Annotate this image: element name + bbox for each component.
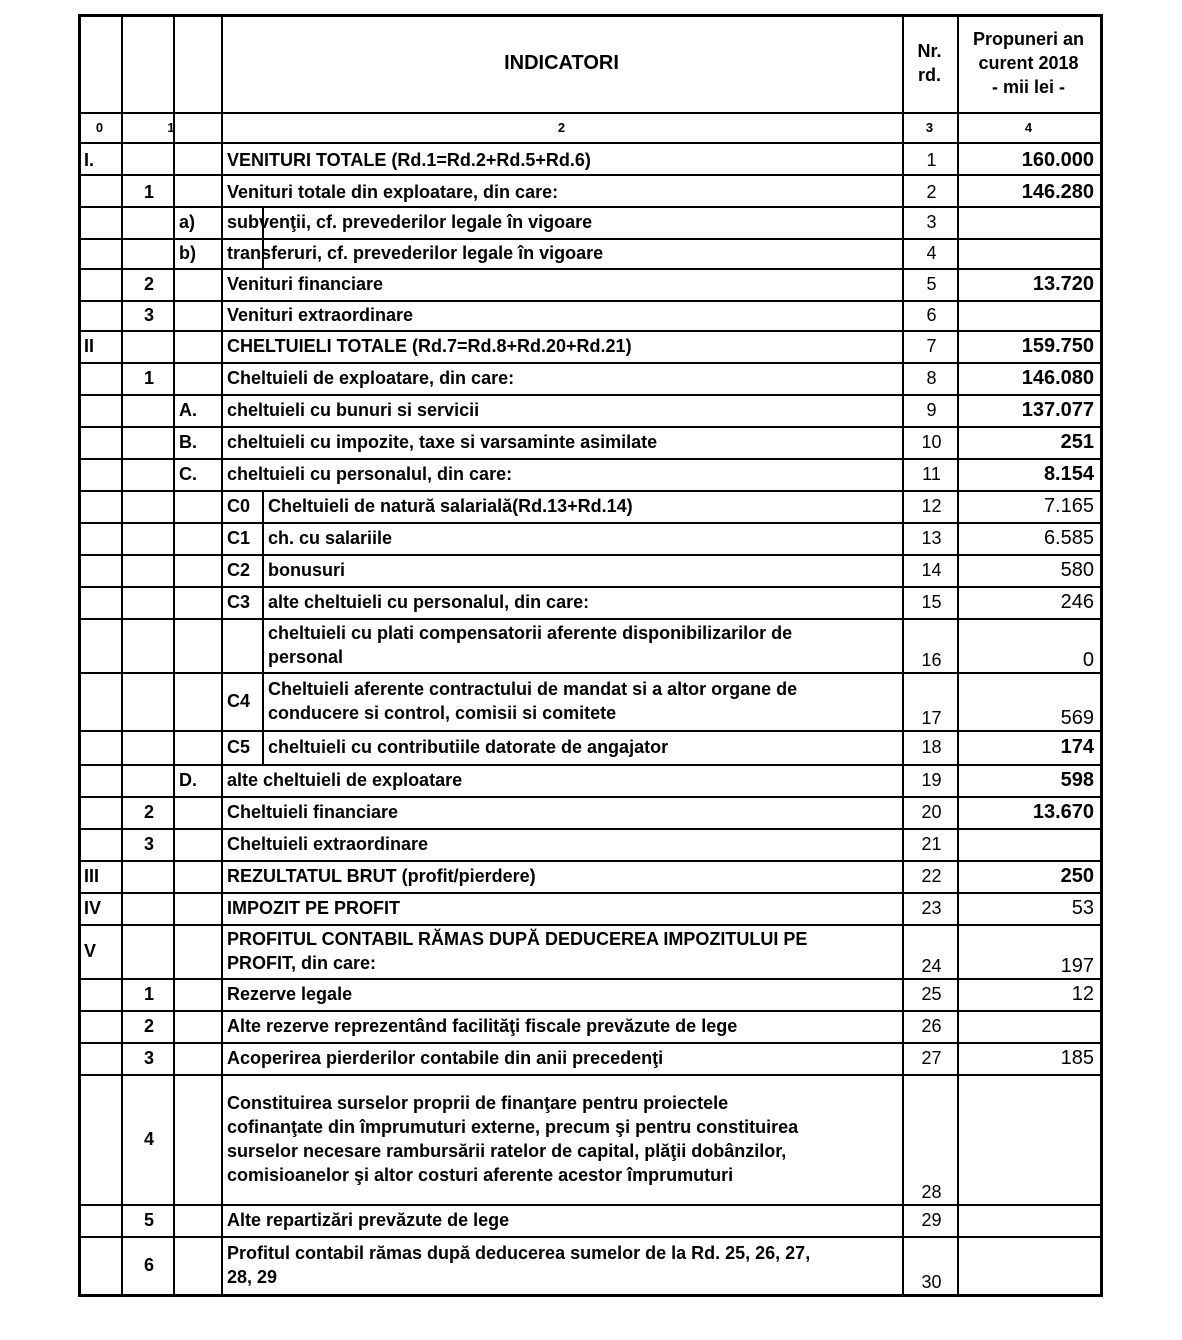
row-nr: 18 [921, 737, 942, 757]
row-letter: D. [179, 770, 197, 790]
row-indicator-text: Cheltuieli extraordinare [227, 834, 429, 854]
row-nr: 20 [921, 802, 942, 822]
row-nr: 4 [926, 243, 937, 263]
row-nr: 2 [926, 182, 937, 202]
roman-numeral: IV [84, 898, 102, 918]
row-nr: 23 [921, 898, 942, 918]
row-indicator-text: ch. cu salariile [268, 528, 393, 548]
row-indicator-text: transferuri, cf. prevederilor legale în vigoare [227, 243, 604, 263]
row-number: 3 [143, 834, 154, 854]
row-nr: 30 [921, 1272, 942, 1292]
row-number: 3 [143, 305, 154, 325]
row-nr: 1 [926, 150, 937, 170]
row-sub-code: C1 [227, 528, 251, 548]
row-indicator-text: bonusuri [268, 560, 345, 580]
row-value: 197 [1060, 955, 1094, 977]
row-sub-code: C4 [227, 691, 251, 711]
row-number: 1 [143, 984, 154, 1004]
row-nr: 6 [926, 305, 937, 325]
row-value: 251 [1060, 431, 1094, 453]
header-propuneri: Propuneri an curent 2018 - mii lei - [972, 29, 1084, 97]
row-number: 5 [143, 1210, 154, 1230]
row-letter: b) [179, 243, 196, 263]
row-indicator-text: Rezerve legale [227, 984, 353, 1004]
row-number: 2 [143, 802, 154, 822]
row-indicator-text: Venituri extraordinare [227, 305, 414, 325]
row-nr: 22 [921, 866, 942, 886]
row-nr: 21 [921, 834, 942, 854]
row-number: 6 [143, 1255, 154, 1275]
row-indicator-text: Cheltuieli aferente contractului de mandat si a altor organe de conducere si control, comisii si comitete [268, 679, 798, 723]
row-number: 1 [143, 368, 154, 388]
row-letter: B. [179, 432, 197, 452]
row-indicator-text: Venituri totale din exploatare, din care: [227, 182, 559, 202]
roman-numeral: III [84, 866, 100, 886]
row-value: 174 [1060, 736, 1094, 758]
row-value: 598 [1060, 769, 1094, 791]
column-index-4: 4 [1024, 120, 1033, 135]
row-rule [78, 174, 1103, 176]
row-indicator-text: Profitul contabil rămas după deducerea sumelor de la Rd. 25, 26, 27, 28, 29 [227, 1243, 811, 1287]
row-number: 1 [143, 182, 154, 202]
row-indicator-text: cheltuieli cu bunuri si servicii [227, 400, 480, 420]
table-border-bottom [78, 1294, 1103, 1297]
row-number: 3 [143, 1048, 154, 1068]
row-indicator-text: IMPOZIT PE PROFIT [227, 898, 401, 918]
row-indicator-text: REZULTATUL BRUT (profit/pierdere) [227, 866, 536, 886]
row-value: 7.165 [1043, 495, 1094, 517]
header-nr: Nr. rd. [917, 41, 942, 85]
row-indicator-text: Acoperirea pierderilor contabile din anii precedenţi [227, 1048, 664, 1068]
row-value: 137.077 [1021, 399, 1094, 421]
row-value: 246 [1060, 591, 1094, 613]
row-nr: 13 [921, 528, 942, 548]
row-indicator-text: VENITURI TOTALE (Rd.1=Rd.2+Rd.5+Rd.6) [227, 150, 591, 170]
row-number: 4 [143, 1129, 154, 1149]
column-index-0: 0 [95, 120, 104, 135]
row-nr: 29 [921, 1210, 942, 1230]
row-value: 53 [1071, 897, 1094, 919]
row-indicator-text: Cheltuieli financiare [227, 802, 399, 822]
row-letter: A. [179, 400, 197, 420]
row-nr: 7 [926, 336, 937, 356]
row-value: 185 [1060, 1047, 1094, 1069]
row-indicator-text: cheltuieli cu contributiile datorate de angajator [268, 737, 669, 757]
roman-numeral: I. [84, 150, 95, 170]
row-indicator-text: cheltuieli cu impozite, taxe si varsaminte asimilate [227, 432, 658, 452]
row-value: 159.750 [1021, 335, 1094, 357]
row-indicator-text: alte cheltuieli cu personalul, din care: [268, 592, 590, 612]
row-letter: a) [179, 212, 196, 232]
row-value: 8.154 [1043, 463, 1094, 485]
row-value: 146.280 [1021, 181, 1094, 203]
row-sub-code: C5 [227, 737, 251, 757]
row-nr: 11 [922, 464, 941, 484]
row-nr: 10 [921, 432, 942, 452]
row-indicator-text: Alte repartizări prevăzute de lege [227, 1210, 510, 1230]
row-nr: 17 [921, 708, 942, 728]
column-index-3: 3 [925, 120, 934, 135]
column-index-1: 1 [167, 120, 175, 135]
row-value: 160.000 [1021, 149, 1094, 171]
row-indicator-text: Cheltuieli de natură salarială(Rd.13+Rd.14) [268, 496, 633, 516]
row-nr: 26 [921, 1016, 942, 1036]
row-value: 6.585 [1043, 527, 1094, 549]
row-nr: 14 [921, 560, 942, 580]
row-nr: 9 [926, 400, 937, 420]
row-sub-code: C3 [227, 592, 251, 612]
row-value: 580 [1060, 559, 1094, 581]
row-value: 146.080 [1021, 367, 1094, 389]
row-value: 250 [1060, 865, 1094, 887]
row-indicator-text: Constituirea surselor proprii de finanţare pentru proiectele cofinanţate din împrumuturi externe, precum şi pentru constituirea surselor necesare rambursării ratelor de capital, plăţii dobânzilor, comisioanelor şi altor costuri aferente acestor împrumuturi [227, 1093, 799, 1185]
row-value: 13.720 [1032, 273, 1094, 295]
row-sub-code: C0 [227, 496, 251, 516]
row-value: 12 [1071, 983, 1094, 1005]
row-rule [78, 142, 1103, 144]
row-nr: 5 [926, 274, 937, 294]
row-sub-code: C2 [227, 560, 251, 580]
row-nr: 3 [926, 212, 937, 232]
row-nr: 27 [921, 1048, 942, 1068]
roman-numeral: V [84, 941, 97, 961]
row-value: 13.670 [1032, 801, 1094, 823]
row-nr: 8 [926, 368, 937, 388]
row-nr: 28 [921, 1182, 942, 1202]
row-nr: 12 [921, 496, 942, 516]
row-nr: 24 [921, 956, 942, 976]
row-indicator-text: subvenţii, cf. prevederilor legale în vigoare [227, 212, 593, 232]
row-nr: 15 [921, 592, 942, 612]
row-indicator-text: Venituri financiare [227, 274, 384, 294]
row-nr: 16 [921, 650, 942, 670]
row-indicator-text: alte cheltuieli de exploatare [227, 770, 463, 790]
row-indicator-text: Cheltuieli de exploatare, din care: [227, 368, 515, 388]
row-indicator-text: PROFITUL CONTABIL RĂMAS DUPĂ DEDUCEREA IMPOZITULUI PE PROFIT, din care: [227, 929, 808, 973]
row-indicator-text: Alte rezerve reprezentând facilităţi fiscale prevăzute de lege [227, 1016, 738, 1036]
roman-numeral: II [84, 336, 95, 356]
header-indicatori: INDICATORI [504, 52, 619, 74]
row-indicator-text: CHELTUIELI TOTALE (Rd.7=Rd.8+Rd.20+Rd.21) [227, 336, 632, 356]
column-index-2: 2 [557, 120, 566, 135]
row-number: 2 [143, 274, 154, 294]
row-value: 0 [1082, 649, 1094, 671]
row-indicator-text: cheltuieli cu plati compensatorii aferente disponibilizarilor de personal [268, 623, 793, 667]
row-number: 2 [143, 1016, 154, 1036]
row-nr: 25 [921, 984, 942, 1004]
row-letter: C. [179, 464, 197, 484]
row-indicator-text: cheltuieli cu personalul, din care: [227, 464, 513, 484]
row-nr: 19 [921, 770, 942, 790]
row-value: 569 [1060, 707, 1094, 729]
